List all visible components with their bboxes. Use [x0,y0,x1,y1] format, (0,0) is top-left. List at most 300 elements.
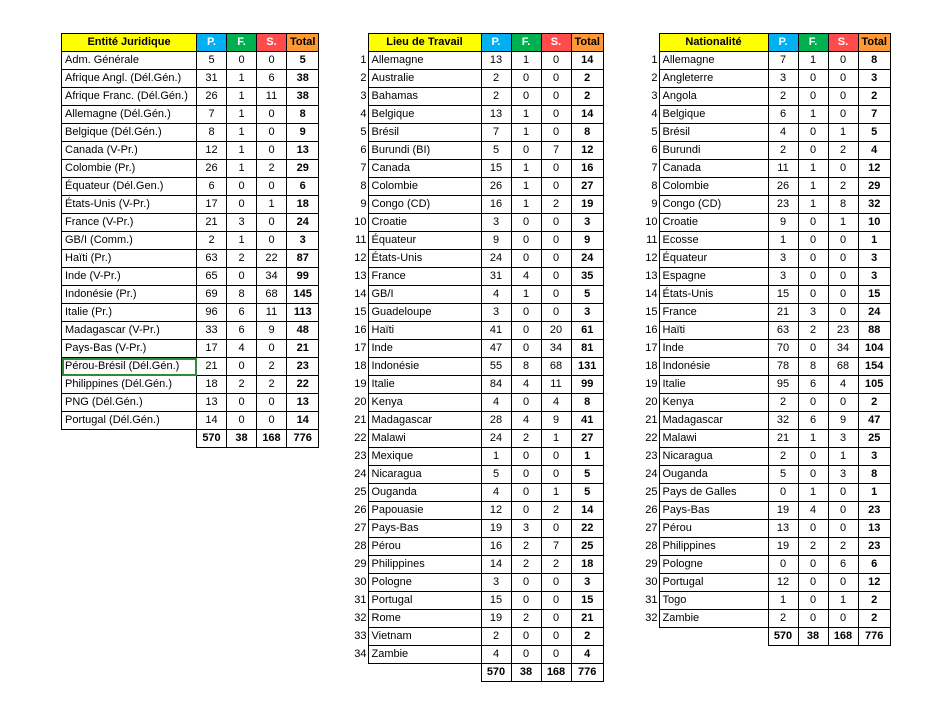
p-cell[interactable]: 1 [768,232,798,250]
p-cell[interactable]: 5 [768,466,798,484]
p-cell[interactable]: 24 [481,430,511,448]
p-cell[interactable]: 0 [768,484,798,502]
s-cell[interactable]: 0 [257,52,287,70]
s-cell[interactable]: 0 [828,160,858,178]
f-cell[interactable]: 4 [511,268,541,286]
row-name-cell[interactable]: Indonésie [659,358,768,376]
p-cell[interactable]: 26 [481,178,511,196]
p-cell[interactable]: 32 [768,412,798,430]
column-header-f[interactable]: F. [511,34,541,52]
column-header-s[interactable]: S. [257,34,287,52]
s-cell[interactable]: 0 [541,592,571,610]
p-cell[interactable]: 12 [768,574,798,592]
row-name-cell[interactable]: GB/I [368,286,481,304]
s-cell[interactable]: 0 [257,142,287,160]
s-cell[interactable]: 0 [828,304,858,322]
s-cell[interactable]: 2 [541,196,571,214]
row-name-cell[interactable]: Pérou [659,520,768,538]
row-name-cell[interactable]: PNG (Dél.Gén.) [62,394,197,412]
p-cell[interactable]: 2 [768,142,798,160]
sum-total-cell[interactable]: 776 [858,628,890,646]
total-cell[interactable]: 22 [287,376,319,394]
p-cell[interactable]: 21 [197,358,227,376]
s-cell[interactable]: 0 [541,520,571,538]
total-cell[interactable]: 8 [571,124,603,142]
f-cell[interactable]: 1 [798,430,828,448]
f-cell[interactable]: 0 [511,340,541,358]
row-name-cell[interactable]: Burundi (BI) [368,142,481,160]
total-cell[interactable]: 104 [858,340,890,358]
row-name-cell[interactable]: France (V-Pr.) [62,214,197,232]
p-cell[interactable]: 3 [768,250,798,268]
column-header-p[interactable]: P. [481,34,511,52]
p-cell[interactable]: 69 [197,286,227,304]
s-cell[interactable]: 0 [541,214,571,232]
f-cell[interactable]: 4 [511,376,541,394]
row-name-cell[interactable]: Croatie [659,214,768,232]
p-cell[interactable]: 11 [768,160,798,178]
s-cell[interactable]: 0 [828,574,858,592]
f-cell[interactable]: 0 [798,520,828,538]
s-cell[interactable]: 0 [828,484,858,502]
row-name-cell[interactable]: Pays-Bas (V-Pr.) [62,340,197,358]
f-cell[interactable]: 0 [798,250,828,268]
row-name-cell[interactable]: Kenya [659,394,768,412]
total-cell[interactable]: 6 [287,178,319,196]
p-cell[interactable]: 21 [197,214,227,232]
f-cell[interactable]: 1 [227,232,257,250]
total-cell[interactable]: 4 [858,142,890,160]
row-name-cell[interactable]: Équateur [659,250,768,268]
total-cell[interactable]: 1 [571,448,603,466]
f-cell[interactable]: 2 [227,376,257,394]
total-cell[interactable]: 81 [571,340,603,358]
s-cell[interactable]: 0 [828,520,858,538]
p-cell[interactable]: 3 [481,574,511,592]
s-cell[interactable]: 2 [257,376,287,394]
s-cell[interactable]: 3 [828,466,858,484]
row-name-cell[interactable]: Italie [659,376,768,394]
s-cell[interactable]: 9 [828,412,858,430]
total-cell[interactable]: 24 [287,214,319,232]
sum-f-cell[interactable]: 38 [227,430,257,448]
f-cell[interactable]: 0 [511,214,541,232]
s-cell[interactable]: 0 [828,88,858,106]
total-cell[interactable]: 87 [287,250,319,268]
column-header-s[interactable]: S. [541,34,571,52]
s-cell[interactable]: 0 [541,268,571,286]
total-cell[interactable]: 105 [858,376,890,394]
column-header-total[interactable]: Total [858,34,890,52]
p-cell[interactable]: 3 [768,268,798,286]
s-cell[interactable]: 4 [828,376,858,394]
row-name-cell[interactable]: Colombie [659,178,768,196]
row-name-cell[interactable]: États-Unis (V-Pr.) [62,196,197,214]
f-cell[interactable]: 1 [227,124,257,142]
f-cell[interactable]: 1 [227,142,257,160]
total-cell[interactable]: 25 [858,430,890,448]
total-cell[interactable]: 99 [571,376,603,394]
s-cell[interactable]: 0 [541,70,571,88]
p-cell[interactable]: 14 [481,556,511,574]
f-cell[interactable]: 1 [227,160,257,178]
p-cell[interactable]: 4 [768,124,798,142]
p-cell[interactable]: 3 [768,70,798,88]
f-cell[interactable]: 0 [511,628,541,646]
p-cell[interactable]: 55 [481,358,511,376]
row-name-cell[interactable]: Madagascar [368,412,481,430]
total-cell[interactable]: 29 [287,160,319,178]
p-cell[interactable]: 5 [197,52,227,70]
s-cell[interactable]: 0 [541,106,571,124]
s-cell[interactable]: 0 [828,52,858,70]
f-cell[interactable]: 1 [227,88,257,106]
s-cell[interactable]: 0 [828,610,858,628]
total-cell[interactable]: 15 [571,592,603,610]
total-cell[interactable]: 10 [858,214,890,232]
p-cell[interactable]: 12 [197,142,227,160]
p-cell[interactable]: 63 [768,322,798,340]
total-cell[interactable]: 14 [571,52,603,70]
total-cell[interactable]: 38 [287,88,319,106]
total-cell[interactable]: 145 [287,286,319,304]
row-name-cell[interactable]: Inde (V-Pr.) [62,268,197,286]
row-name-cell[interactable]: Angleterre [659,70,768,88]
row-name-cell[interactable]: Canada [659,160,768,178]
row-name-cell[interactable]: Canada [368,160,481,178]
f-cell[interactable]: 0 [798,214,828,232]
f-cell[interactable]: 6 [798,376,828,394]
p-cell[interactable]: 8 [197,124,227,142]
f-cell[interactable]: 0 [798,394,828,412]
p-cell[interactable]: 7 [481,124,511,142]
row-name-cell[interactable]: Canada (V-Pr.) [62,142,197,160]
row-name-cell[interactable]: Philippines [368,556,481,574]
s-cell[interactable]: 1 [828,592,858,610]
row-name-cell[interactable]: Belgique [368,106,481,124]
total-cell[interactable]: 131 [571,358,603,376]
s-cell[interactable]: 0 [541,286,571,304]
f-cell[interactable]: 0 [798,466,828,484]
f-cell[interactable]: 0 [798,556,828,574]
p-cell[interactable]: 9 [768,214,798,232]
s-cell[interactable]: 1 [828,448,858,466]
f-cell[interactable]: 3 [798,304,828,322]
s-cell[interactable]: 11 [257,88,287,106]
row-name-cell[interactable]: Espagne [659,268,768,286]
row-name-cell[interactable]: Ecosse [659,232,768,250]
total-cell[interactable]: 19 [571,196,603,214]
s-cell[interactable]: 0 [257,106,287,124]
s-cell[interactable]: 0 [828,394,858,412]
p-cell[interactable]: 4 [481,286,511,304]
total-cell[interactable]: 41 [571,412,603,430]
p-cell[interactable]: 2 [768,88,798,106]
p-cell[interactable]: 2 [481,628,511,646]
f-cell[interactable]: 6 [798,412,828,430]
total-cell[interactable]: 12 [571,142,603,160]
f-cell[interactable]: 0 [798,142,828,160]
f-cell[interactable]: 0 [511,466,541,484]
f-cell[interactable]: 1 [511,124,541,142]
p-cell[interactable]: 26 [197,160,227,178]
row-name-cell[interactable]: Angola [659,88,768,106]
p-cell[interactable]: 31 [197,70,227,88]
column-header-total[interactable]: Total [287,34,319,52]
total-cell[interactable]: 3 [571,214,603,232]
s-cell[interactable]: 0 [541,160,571,178]
total-cell[interactable]: 9 [571,232,603,250]
column-header-s[interactable]: S. [828,34,858,52]
s-cell[interactable]: 1 [541,430,571,448]
row-name-cell[interactable]: Adm. Générale [62,52,197,70]
s-cell[interactable]: 0 [257,178,287,196]
f-cell[interactable]: 0 [227,52,257,70]
s-cell[interactable]: 34 [541,340,571,358]
sum-s-cell[interactable]: 168 [257,430,287,448]
p-cell[interactable]: 4 [481,484,511,502]
s-cell[interactable]: 2 [828,142,858,160]
s-cell[interactable]: 0 [541,610,571,628]
s-cell[interactable]: 23 [828,322,858,340]
s-cell[interactable]: 3 [828,430,858,448]
s-cell[interactable]: 11 [541,376,571,394]
row-name-cell[interactable]: Rome [368,610,481,628]
p-cell[interactable]: 9 [481,232,511,250]
row-name-cell[interactable]: Inde [368,340,481,358]
s-cell[interactable]: 6 [257,70,287,88]
row-name-cell[interactable]: Haïti [368,322,481,340]
f-cell[interactable]: 0 [798,232,828,250]
f-cell[interactable]: 4 [227,340,257,358]
p-cell[interactable]: 28 [481,412,511,430]
p-cell[interactable]: 70 [768,340,798,358]
total-cell[interactable]: 2 [858,610,890,628]
total-cell[interactable]: 5 [858,124,890,142]
total-cell[interactable]: 2 [571,628,603,646]
row-name-cell[interactable]: Congo (CD) [659,196,768,214]
row-name-cell[interactable]: Zambie [659,610,768,628]
f-cell[interactable]: 0 [511,448,541,466]
p-cell[interactable]: 0 [768,556,798,574]
f-cell[interactable]: 1 [511,286,541,304]
total-cell[interactable]: 8 [858,52,890,70]
p-cell[interactable]: 16 [481,196,511,214]
row-name-cell[interactable]: GB/I (Comm.) [62,232,197,250]
p-cell[interactable]: 23 [768,196,798,214]
s-cell[interactable]: 0 [541,250,571,268]
p-cell[interactable]: 16 [481,538,511,556]
total-cell[interactable]: 113 [287,304,319,322]
s-cell[interactable]: 68 [257,286,287,304]
total-cell[interactable]: 2 [858,394,890,412]
p-cell[interactable]: 19 [481,520,511,538]
p-cell[interactable]: 5 [481,142,511,160]
total-cell[interactable]: 13 [287,142,319,160]
total-cell[interactable]: 15 [858,286,890,304]
s-cell[interactable]: 34 [257,268,287,286]
total-cell[interactable]: 5 [571,466,603,484]
total-cell[interactable]: 24 [858,304,890,322]
s-cell[interactable]: 0 [257,124,287,142]
row-name-cell[interactable]: Allemagne [659,52,768,70]
row-name-cell[interactable]: Indonésie [368,358,481,376]
f-cell[interactable]: 0 [511,484,541,502]
column-header-name[interactable]: Lieu de Travail [368,34,481,52]
row-name-cell[interactable]: Mexique [368,448,481,466]
total-cell[interactable]: 154 [858,358,890,376]
row-name-cell[interactable]: Afrique Angl. (Dél.Gén.) [62,70,197,88]
p-cell[interactable]: 17 [197,340,227,358]
f-cell[interactable]: 0 [798,286,828,304]
p-cell[interactable]: 2 [768,610,798,628]
row-name-cell[interactable]: Papouasie [368,502,481,520]
total-cell[interactable]: 5 [287,52,319,70]
total-cell[interactable]: 1 [858,232,890,250]
s-cell[interactable]: 0 [828,232,858,250]
row-name-cell[interactable]: Kenya [368,394,481,412]
s-cell[interactable]: 0 [541,232,571,250]
total-cell[interactable]: 23 [858,502,890,520]
row-name-cell[interactable]: Pologne [368,574,481,592]
f-cell[interactable]: 0 [798,610,828,628]
p-cell[interactable]: 84 [481,376,511,394]
p-cell[interactable]: 13 [768,520,798,538]
row-name-cell[interactable]: Philippines (Dél.Gén.) [62,376,197,394]
s-cell[interactable]: 9 [541,412,571,430]
f-cell[interactable]: 2 [511,610,541,628]
s-cell[interactable]: 0 [257,394,287,412]
row-name-cell[interactable]: Australie [368,70,481,88]
p-cell[interactable]: 15 [768,286,798,304]
f-cell[interactable]: 0 [798,70,828,88]
f-cell[interactable]: 8 [511,358,541,376]
total-cell[interactable]: 2 [571,88,603,106]
f-cell[interactable]: 0 [511,304,541,322]
p-cell[interactable]: 13 [481,106,511,124]
row-name-cell[interactable]: Malawi [659,430,768,448]
total-cell[interactable]: 47 [858,412,890,430]
f-cell[interactable]: 2 [227,250,257,268]
s-cell[interactable]: 0 [257,214,287,232]
sum-f-cell[interactable]: 38 [511,664,541,682]
f-cell[interactable]: 0 [798,574,828,592]
f-cell[interactable]: 1 [798,160,828,178]
total-cell[interactable]: 21 [287,340,319,358]
p-cell[interactable]: 19 [768,502,798,520]
f-cell[interactable]: 1 [511,196,541,214]
f-cell[interactable]: 0 [798,88,828,106]
row-name-cell[interactable]: Bahamas [368,88,481,106]
total-cell[interactable]: 27 [571,178,603,196]
s-cell[interactable]: 0 [541,52,571,70]
row-name-cell[interactable]: Malawi [368,430,481,448]
row-name-cell[interactable]: Portugal [368,592,481,610]
f-cell[interactable]: 0 [227,196,257,214]
s-cell[interactable]: 2 [828,538,858,556]
column-header-p[interactable]: P. [768,34,798,52]
row-name-cell[interactable]: Colombie [368,178,481,196]
p-cell[interactable]: 95 [768,376,798,394]
s-cell[interactable]: 9 [257,322,287,340]
row-name-cell[interactable]: Allemagne [368,52,481,70]
total-cell[interactable]: 38 [287,70,319,88]
total-cell[interactable]: 3 [287,232,319,250]
row-name-cell[interactable]: Philippines [659,538,768,556]
row-name-cell[interactable]: Burundi [659,142,768,160]
total-cell[interactable]: 12 [858,574,890,592]
s-cell[interactable]: 68 [828,358,858,376]
p-cell[interactable]: 19 [768,538,798,556]
row-name-cell[interactable]: Pays de Galles [659,484,768,502]
p-cell[interactable]: 41 [481,322,511,340]
total-cell[interactable]: 5 [571,286,603,304]
total-cell[interactable]: 12 [858,160,890,178]
s-cell[interactable]: 0 [828,286,858,304]
total-cell[interactable]: 8 [287,106,319,124]
total-cell[interactable]: 1 [858,484,890,502]
p-cell[interactable]: 13 [197,394,227,412]
p-cell[interactable]: 7 [197,106,227,124]
column-header-total[interactable]: Total [571,34,603,52]
total-cell[interactable]: 3 [571,304,603,322]
f-cell[interactable]: 3 [511,520,541,538]
total-cell[interactable]: 2 [571,70,603,88]
total-cell[interactable]: 8 [571,394,603,412]
column-header-name[interactable]: Nationalité [659,34,768,52]
p-cell[interactable]: 24 [481,250,511,268]
row-name-cell[interactable]: États-Unis [659,286,768,304]
row-name-cell[interactable]: Vietnam [368,628,481,646]
row-name-cell[interactable]: Équateur (Dél.Gen.) [62,178,197,196]
p-cell[interactable]: 6 [197,178,227,196]
total-cell[interactable]: 35 [571,268,603,286]
total-cell[interactable]: 24 [571,250,603,268]
p-cell[interactable]: 31 [481,268,511,286]
row-name-cell[interactable]: Pays-Bas [659,502,768,520]
p-cell[interactable]: 12 [481,502,511,520]
s-cell[interactable]: 0 [257,232,287,250]
p-cell[interactable]: 15 [481,160,511,178]
total-cell[interactable]: 5 [571,484,603,502]
f-cell[interactable]: 0 [511,394,541,412]
sum-p-cell[interactable]: 570 [768,628,798,646]
column-header-f[interactable]: F. [227,34,257,52]
p-cell[interactable]: 65 [197,268,227,286]
f-cell[interactable]: 1 [798,52,828,70]
total-cell[interactable]: 14 [287,412,319,430]
row-name-cell[interactable]: Pays-Bas [368,520,481,538]
row-name-cell[interactable]: Haïti [659,322,768,340]
total-cell[interactable]: 13 [287,394,319,412]
s-cell[interactable]: 0 [541,178,571,196]
total-cell[interactable]: 2 [858,88,890,106]
row-name-cell[interactable]: Nicaragua [659,448,768,466]
f-cell[interactable]: 0 [511,232,541,250]
f-cell[interactable]: 1 [511,178,541,196]
p-cell[interactable]: 33 [197,322,227,340]
f-cell[interactable]: 0 [798,124,828,142]
s-cell[interactable]: 2 [541,556,571,574]
f-cell[interactable]: 0 [511,574,541,592]
p-cell[interactable]: 4 [481,646,511,664]
row-name-cell[interactable]: Togo [659,592,768,610]
f-cell[interactable]: 4 [511,412,541,430]
row-name-cell[interactable]: Italie [368,376,481,394]
f-cell[interactable]: 0 [511,70,541,88]
total-cell[interactable]: 18 [571,556,603,574]
p-cell[interactable]: 3 [481,214,511,232]
